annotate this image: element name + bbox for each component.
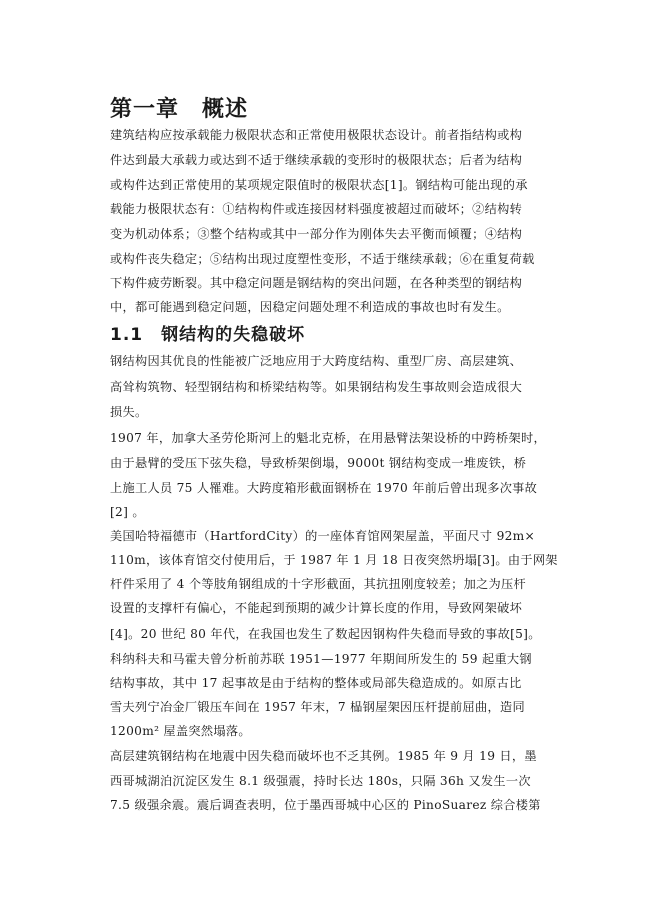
paragraph-line: 中，都可能遇到稳定问题，因稳定问题处理不利造成的事故也时有发生。 — [110, 300, 510, 314]
paragraph-line: 西哥城湖泊沉淀区发生 8.1 级强震，持时长达 180s，只隔 36h 又发生一次 — [110, 774, 531, 788]
paragraph-line: 1907 年，加拿大圣劳伦斯河上的魁北克桥，在用悬臂法架设桥的中跨桥架时， — [110, 431, 546, 445]
paragraph-line: 高耸构筑物、轻型钢结构和桥梁结构等。如果钢结构发生事故则会造成很大 — [110, 380, 523, 394]
paragraph-line: 7.5 级强余震。震后调查表明，位于墨西哥城中心区的 PinoSuarez 综合楼第 — [110, 798, 541, 812]
paragraph-line: [4]。20 世纪 80 年代，在我国也发生了数起因钢构件失稳而导致的事故[5]。 — [110, 627, 541, 641]
paragraph-line: 110m，该体育馆交付使用后，于 1987 年 1 月 18 日夜突然坍塌[3]。由于网架 — [110, 553, 558, 567]
paragraph-line: 或构件丧失稳定；⑤结构出现过度塑性变形，不适于继续承载；⑥在重复荷载 — [110, 252, 535, 266]
paragraph-line: 科纳科夫和马霍夫曾分析前苏联 1951—1977 年期间所发生的 59 起重大钢 — [110, 652, 532, 666]
paragraph-line: 建筑结构应按承载能力极限状态和正常使用极限状态设计。前者指结构或构 — [110, 128, 523, 142]
paragraph-line: 高层建筑钢结构在地震中因失稳而破坏也不乏其例。1985 年 9 月 19 日，墨 — [110, 749, 537, 763]
paragraph-line: 件达到最大承载力或达到不适于继续承载的变形时的极限状态；后者为结构 — [110, 153, 523, 167]
paragraph-line: 变为机动体系；③整个结构或其中一部分作为刚体失去平衡而倾覆；④结构 — [110, 227, 523, 241]
paragraph-line: 载能力极限状态有：①结构构件或连接因材料强度被超过而破坏；②结构转 — [110, 202, 523, 216]
paragraph-line: 由于悬臂的受压下弦失稳，导致桥架倒塌，9000t 钢结构变成一堆废铁，桥 — [110, 456, 527, 470]
paragraph-line: 损失。 — [110, 405, 148, 419]
paragraph-line: [2] 。 — [110, 505, 145, 519]
section-title: 1.1 钢结构的失稳破坏 — [110, 325, 306, 345]
paragraph-line: 或构件达到正常使用的某项规定限值时的极限状态[1]。钢结构可能出现的承 — [110, 178, 528, 192]
paragraph-line: 雪夫列宁冶金厂锻压车间在 1957 年末，7 榀钢屋架因压杆提前屈曲，造同 — [110, 700, 525, 714]
paragraph-line: 1200m² 屋盖突然塌落。 — [110, 724, 251, 738]
paragraph-line: 钢结构因其优良的性能被广泛地应用于大跨度结构、重型厂房、高层建筑、 — [110, 354, 523, 368]
paragraph-line: 下构件疲劳断裂。其中稳定问题是钢结构的突出问题，在各种类型的钢结构 — [110, 276, 523, 290]
paragraph-line: 设置的支撑杆有偏心，不能起到预期的减少计算长度的作用，导致网架破坏 — [110, 601, 523, 615]
chapter-title: 第一章 概述 — [110, 97, 249, 122]
paragraph-line: 上施工人员 75 人罹难。大跨度箱形截面钢桥在 1970 年前后曾出现多次事故 — [110, 481, 538, 495]
paragraph-line: 美国哈特福德市（HartfordCity）的一座体育馆网架屋盖，平面尺寸 92m× — [110, 529, 536, 543]
paragraph-line: 结构事故，其中 17 起事故是由于结构的整体或局部失稳造成的。如原古比 — [110, 676, 522, 690]
paragraph-line: 杆件采用了 4 个等肢角钢组成的十字形截面，其抗扭刚度较差；加之为压杆 — [110, 577, 527, 591]
